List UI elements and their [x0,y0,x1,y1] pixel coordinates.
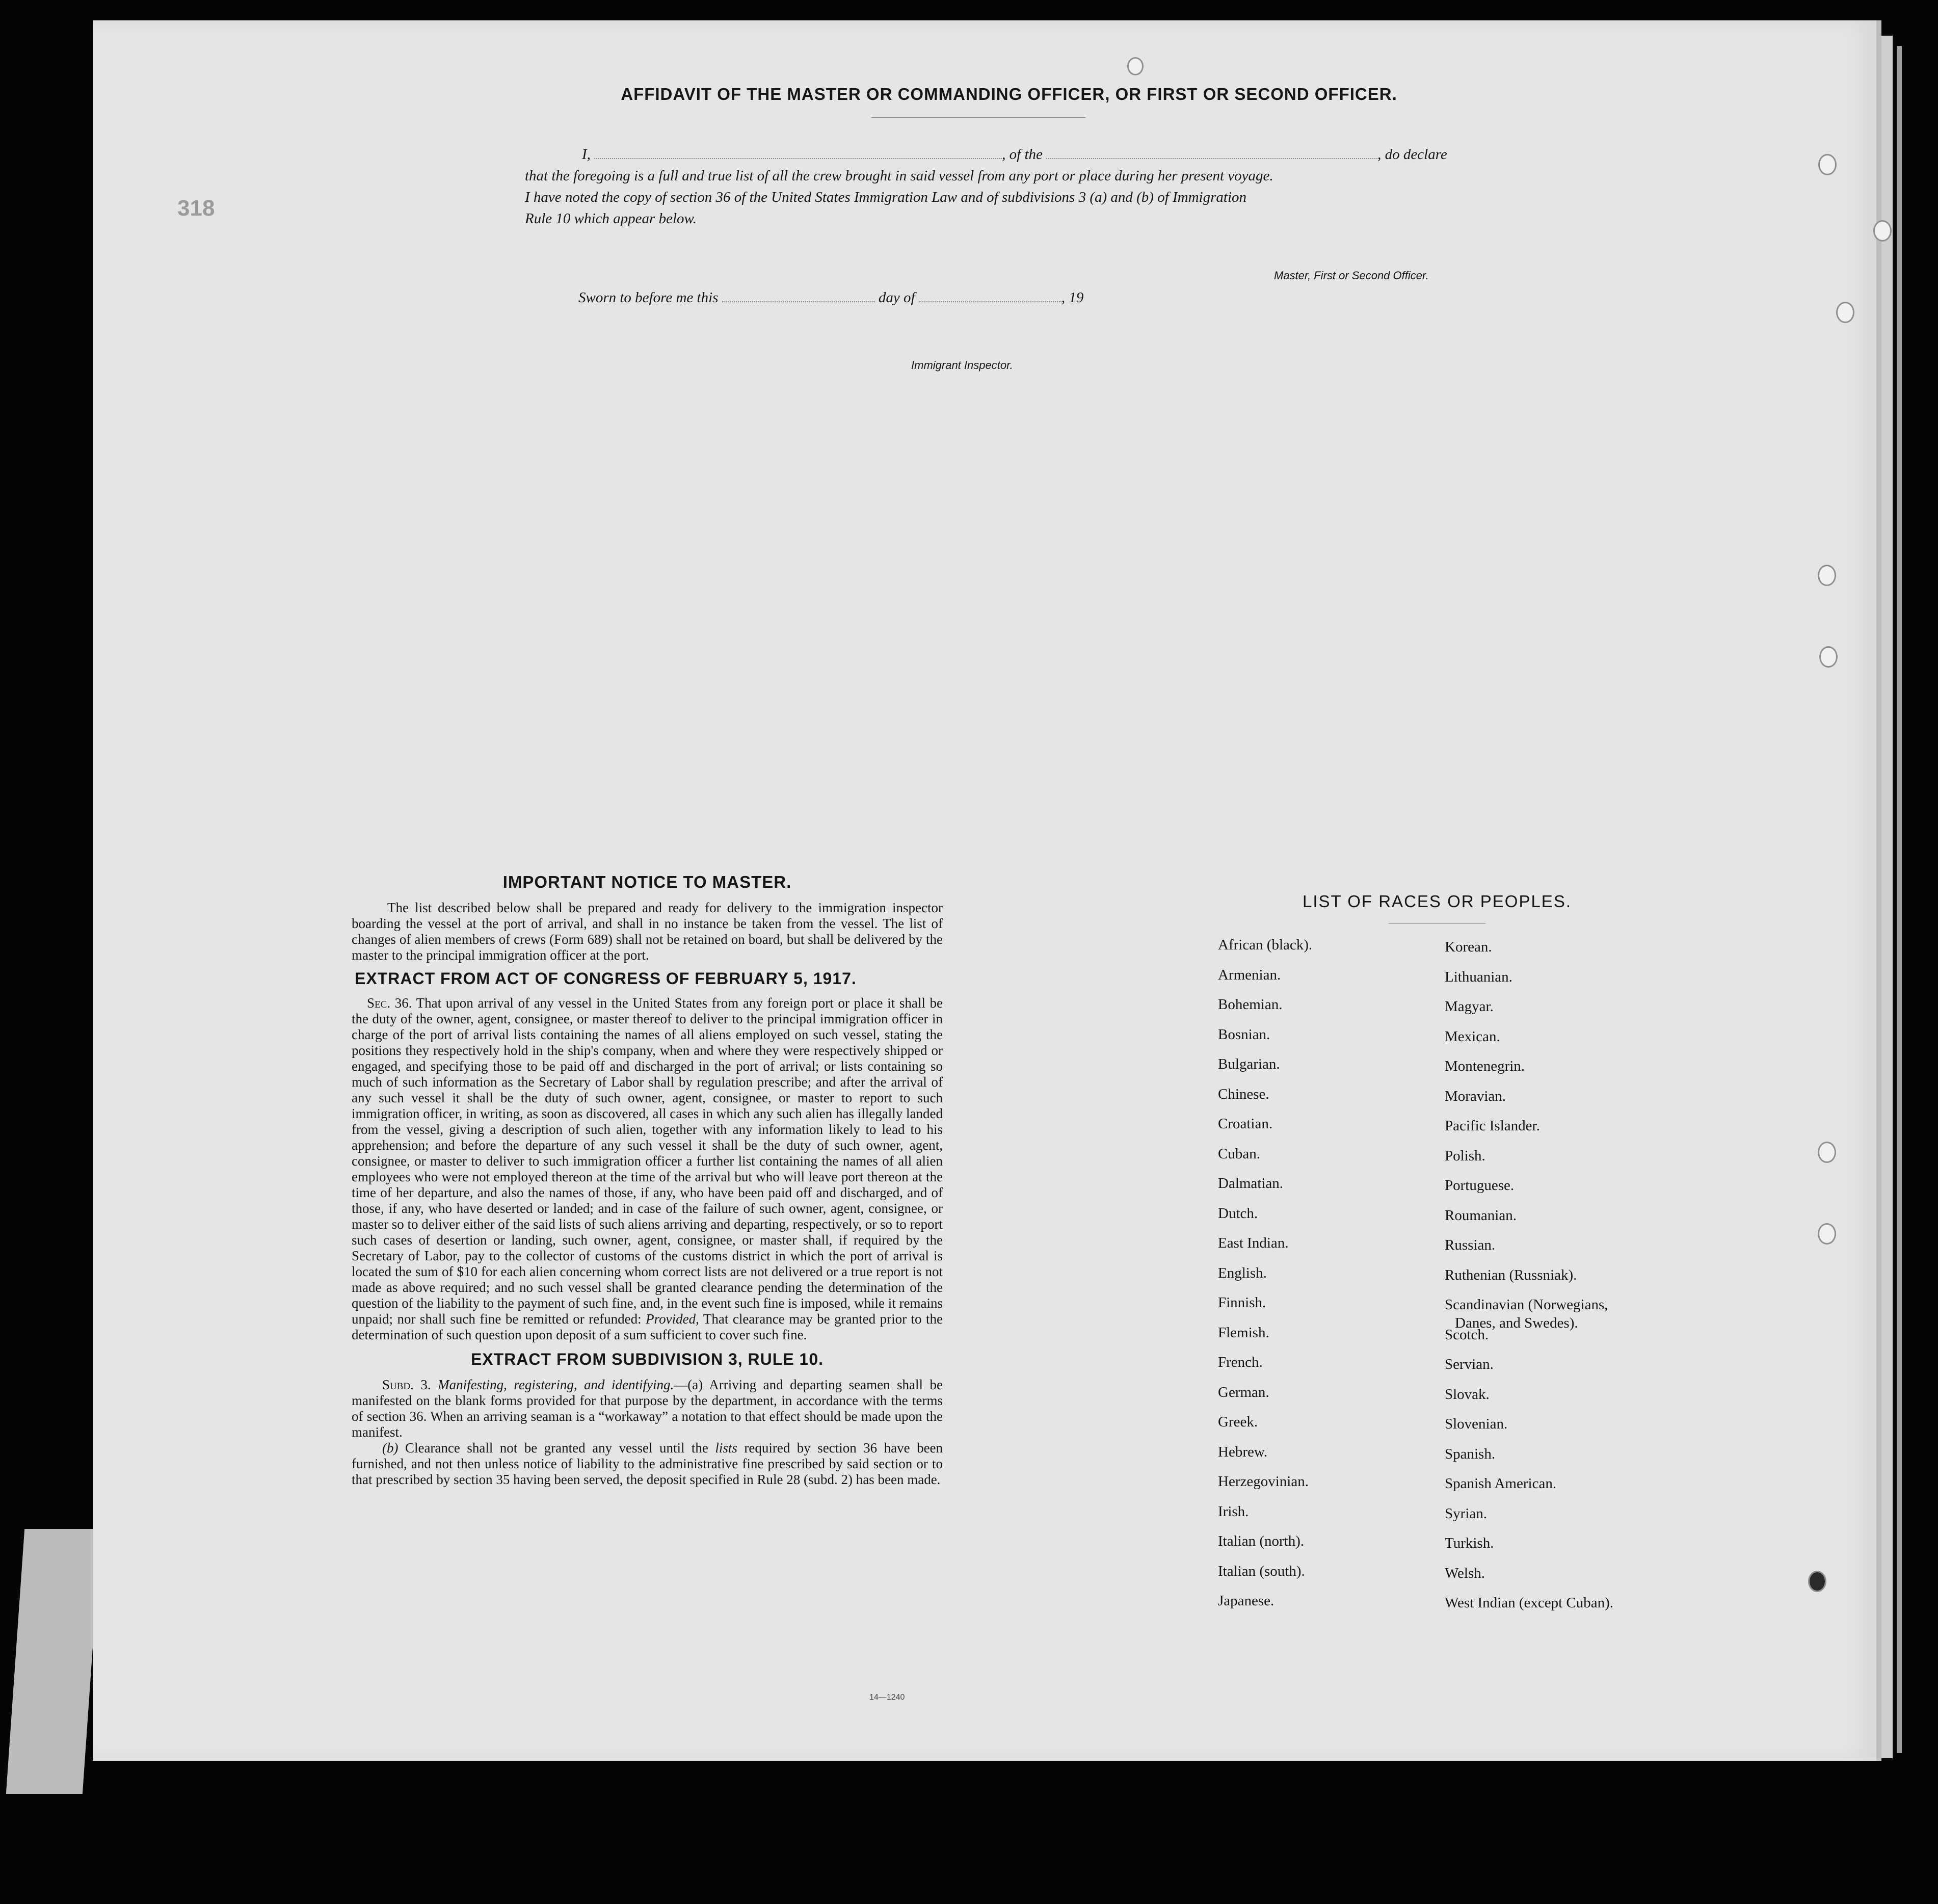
underlying-page-edge [1897,46,1902,1753]
race-item: Armenian. [1218,966,1281,983]
left-column [352,872,943,1488]
affidavit-do-declare: , do declare [1377,146,1447,163]
race-item: Cuban. [1218,1145,1260,1162]
race-item: German. [1218,1384,1269,1400]
month-blank [919,301,1061,302]
races-column-1 [1218,936,1473,1622]
race-item: Chinese. [1218,1086,1269,1102]
race-item: Roumanian. [1445,1207,1517,1224]
binder-hole [1127,57,1144,75]
race-item: Herzegovinian. [1218,1473,1309,1490]
race-item: Bulgarian. [1218,1056,1280,1072]
vessel-blank [1046,158,1377,159]
race-item: Spanish American. [1445,1475,1557,1492]
sworn-line [578,289,1083,306]
race-item: Dalmatian. [1218,1175,1284,1192]
act-text-end: That clearance may be granted prior to the determination of such question upon deposit of a sum sufficient to cover such fine. [352,1311,943,1342]
notice-body: The list described below shall be prepared and ready for delivery to the immigration inspector boarding the vessel at the port of arrival, and shall in no instance be taken from the vessel. The list of changes of alien members of crews (Form 689) shall not be retained on board, but shall be delivered by the master to the principal immigration officer at the port. [352,900,943,963]
race-item: East Indian. [1218,1235,1289,1251]
races-column-2 [1445,938,1669,1624]
para-b-label: (b) [382,1440,399,1456]
rule-para-b [352,1440,943,1488]
race-item: Hebrew. [1218,1443,1268,1460]
rule-title: EXTRACT FROM SUBDIVISION 3, RULE 10. [470,1350,824,1368]
affidavit-declaration [525,144,1503,229]
master-signature-label: Master, First or Second Officer. [1274,269,1429,282]
race-item: French. [1218,1354,1263,1370]
binder-hole [1818,1223,1836,1245]
form-code: 14—1240 [869,1693,905,1702]
provided-label: Provided, [646,1311,699,1327]
affidavit-line-4: Rule 10 which appear below. [525,210,697,227]
race-item: Polish. [1445,1147,1485,1164]
act-title: EXTRACT FROM ACT OF CONGRESS OF FEBRUARY 5, 1917. [355,969,857,988]
race-item: Moravian. [1445,1088,1506,1104]
race-item: Turkish. [1445,1535,1494,1551]
rule-para-b-lists: lists [715,1440,737,1456]
affidavit-i: I, [582,146,591,163]
rule-para-b-text-2: required by section 36 have been furnished, and not then unless notice of liability to the administrative fine prescribed by said section or to that prescribed by section 35 having been served, the deposit specified in Rule 28 (subd. 2) has been made. [352,1440,943,1487]
torn-paper-scraps [6,1529,101,1794]
name-blank [594,158,1002,159]
sworn-text: Sworn to before me this [578,289,719,306]
race-item: Finnish. [1218,1294,1266,1311]
race-item-line: Scandinavian (Norwegians, [1445,1297,1608,1313]
binder-hole [1836,302,1854,323]
race-item: Slovenian. [1445,1416,1508,1432]
underlying-page-edge [1880,36,1893,1758]
rule-para-b-text-1: Clearance shall not be granted any vessel until the [405,1440,708,1456]
race-item: Japanese. [1218,1593,1275,1609]
race-item: Welsh. [1445,1565,1485,1581]
race-item [1445,1295,1669,1331]
race-item: Pacific Islander. [1445,1118,1540,1134]
race-item: Ruthenian (Russniak). [1445,1266,1577,1283]
race-item: Bosnian. [1218,1026,1270,1043]
affidavit-line-3: I have noted the copy of section 36 of the United States Immigration Law and of subdivisions 3 (a) and (b) of Immigration [525,189,1247,205]
race-item: Bohemian. [1218,996,1283,1013]
affidavit-line-2: that the foregoing is a full and true list of all the crew brought in said vessel from any port or place during her present voyage. [525,168,1273,184]
binder-hole [1873,220,1892,242]
races-title-underline [1389,923,1485,924]
race-item: Montenegrin. [1445,1058,1525,1074]
race-item: Magyar. [1445,998,1494,1015]
affidavit-of-the: , of the [1002,146,1043,163]
race-item: Lithuanian. [1445,968,1512,985]
race-item: Korean. [1445,939,1492,955]
binder-hole [1808,1571,1826,1592]
race-item: Slovak. [1445,1386,1490,1403]
inspector-signature-label: Immigrant Inspector. [911,359,1013,372]
rule-para-a [352,1377,943,1440]
race-item: West Indian (except Cuban). [1445,1595,1614,1611]
race-item: Irish. [1218,1503,1249,1520]
races-title: LIST OF RACES OR PEOPLES. [1302,892,1572,911]
race-item: Portuguese. [1445,1177,1515,1194]
affidavit-title: AFFIDAVIT OF THE MASTER OR COMMANDING OFFICER, OR FIRST OR SECOND OFFICER. [621,85,1397,103]
race-item: Flemish. [1218,1324,1269,1341]
year-text: , 19 [1061,289,1084,306]
race-item: Italian (north). [1218,1533,1305,1549]
day-blank [722,301,875,302]
subd-label: Subd. 3. [382,1377,431,1392]
race-item: Servian. [1445,1356,1494,1372]
affidavit-line-1 [525,144,1503,165]
day-of-text: day of [878,289,915,306]
subd-heading: Manifesting, registering, and identifying. [438,1377,674,1392]
race-item: English. [1218,1264,1267,1281]
race-item: Italian (south). [1218,1563,1305,1579]
race-item: Croatian. [1218,1116,1273,1132]
race-item: Scotch. [1445,1326,1489,1343]
section-label: Sec. 36. [367,995,412,1011]
race-item: African (black). [1218,937,1313,953]
binder-hole [1818,565,1836,586]
race-item-line: Danes, and Swedes). [1455,1315,1578,1331]
act-text: That upon arrival of any vessel in the United States from any foreign port or place it shall be the duty of the owner, agent, consignee, or master thereof to deliver to the principal immigration officer in charge of the port of arrival lists containing the names of all aliens employed on such vessel, stating the positions they respectively hold in the ship's company, when and where they were respectively shipped or engaged, and specifying those to be paid off and discharged in the port of arrival; or lists containing so much of such information as the Secretary of Labor shall by regulation prescribe; and after the arrival of any such vessel it shall be the duty of such owner, agent, consignee, or master to report to such immigration officer, in writing, as soon as discovered, all cases in which any such alien has illegally landed from the vessel, giving a description of such alien, together with any information likely to lead to his apprehension; and before the departure of any such vessel it shall be the duty of such owner, agent, consignee, or master to deliver to such immigration officer a further list containing the names of all alien employees who were not employed thereon at the time of the arrival but who will leave port thereon at the time of her departure, and also the names of those, if any, who have been paid off and discharged, and of those, if any, who have deserted or landed; and in case of the failure of such owner, agent, consignee, or master so to deliver either of the said lists of such aliens arriving and departing, respectively, or so to report such cases of desertion or landing, such owner, agent, consignee, or master shall, if required by the Secretary of Labor, pay to the collector of customs of the customs district in which the port of arrival is located the sum of $10 for each alien concerning whom correct lists are not delivered or a true report is not made as above required; and no such vessel shall be granted clearance pending the determination of the question of the liability to the payment of such fine, and, in the event such fine is imposed, while it remains unpaid; nor shall such fine be remitted or refunded: [352,995,943,1327]
act-body [352,995,943,1343]
binder-hole [1819,646,1838,668]
notice-title: IMPORTANT NOTICE TO MASTER. [502,872,792,891]
race-item: Mexican. [1445,1028,1500,1045]
race-item: Spanish. [1445,1445,1496,1462]
binder-hole [1818,1142,1836,1163]
rule-para-a-text: —(a) Arriving and departing seamen shall be manifested on the blank forms provided for that purpose by the department, in accordance with the terms of section 36. When an arriving seaman is a “workaway” a notation to that effect should be made upon the manifest. [352,1377,943,1440]
page-number-mark: 318 [177,196,215,221]
race-item: Syrian. [1445,1505,1487,1522]
race-item: Russian. [1445,1237,1496,1253]
race-item: Greek. [1218,1414,1258,1430]
title-underline [871,117,1085,118]
binder-hole [1818,154,1837,175]
race-item: Dutch. [1218,1205,1258,1222]
